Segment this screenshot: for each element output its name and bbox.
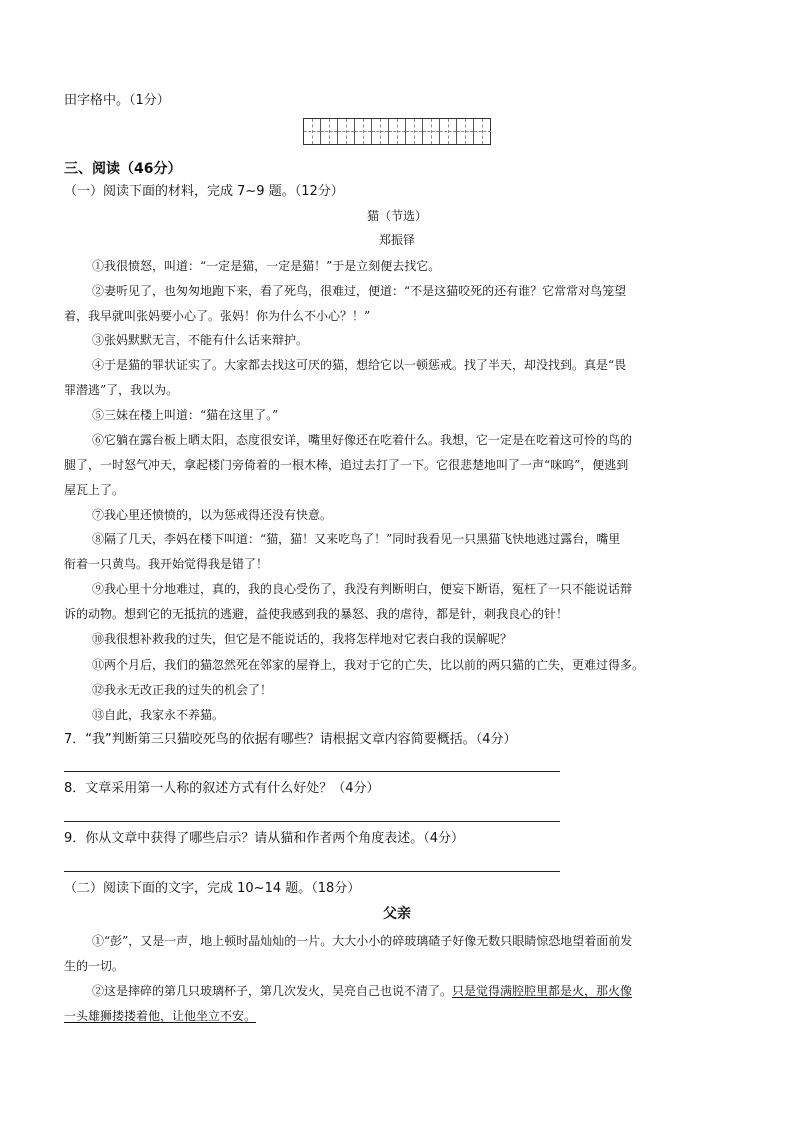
paragraph-line: ⑤三妹在楼上叫道：“猫在这里了。”	[92, 408, 279, 422]
part1-instruction: （一）阅读下面的材料，完成 7~9 题。（12分）	[64, 184, 344, 199]
grid-cell[interactable]	[423, 119, 440, 144]
paragraph-line: ⑩我很想补救我的过失，但它是不能说话的，我将怎样地对它表白我的误解呢？	[92, 632, 513, 646]
article2-title: 父亲	[383, 906, 411, 922]
paragraph-line	[92, 983, 632, 999]
grid-cell[interactable]	[406, 119, 423, 144]
paragraph-line: 诉的动物。想到它的无抵抗的逃避，益使我感到我的暴怒、我的虐待，都是针，刺我良心的针！	[64, 607, 569, 621]
answer-line-9[interactable]	[64, 871, 560, 872]
section-title: 三、阅读（46分）	[64, 161, 182, 177]
grid-cell[interactable]	[474, 119, 491, 144]
paragraph-line: ⑫我永无改正我的过失的机会了！	[92, 683, 273, 697]
paragraph-line: ⑧隔了几天，李妈在楼下叫道：“猫，猫！又来吃鸟了！”同时我看见一只黑猫飞快地逃过露台，嘴里	[92, 532, 621, 546]
paragraph-line: ⑪两个月后，我们的猫忽然死在邻家的屋脊上，我对于它的亡失，比以前的两只猫的亡失，更难过得多。	[92, 658, 645, 672]
underlined-sentence: 一头雄狮搂搂着他，让他坐立不安。	[64, 1009, 257, 1023]
question-8: 8．文章采用第一人称的叙述方式有什么好处？（4分）	[64, 781, 380, 796]
paragraph-line: 生的一切。	[64, 959, 125, 973]
paragraph-line: ⑥它躺在露台板上晒太阳，态度很安详，嘴里好像还在吃着什么。我想，它一定是在吃着这可怜的鸟的	[92, 433, 633, 447]
article-author: 郑振铎	[378, 233, 415, 247]
grid-cell[interactable]	[321, 119, 338, 144]
grid-guide	[448, 119, 449, 144]
grid-cell[interactable]	[372, 119, 389, 144]
paragraph-line: ⑨我心里十分地难过，真的，我的良心受伤了，我没有判断明白，便妄下断语，冤枉了一只不能说话辩	[92, 582, 633, 596]
grid-cell[interactable]	[338, 119, 355, 144]
grid-guide	[431, 119, 432, 144]
paragraph-line: ②妻听见了，也匆匆地跑下来，看了死鸟，很难过，便道：“不是这猫咬死的还有谁？它常常对鸟笼望	[92, 284, 627, 298]
answer-line-8[interactable]	[64, 821, 560, 822]
grid-cell[interactable]	[457, 119, 474, 144]
paragraph-line	[64, 1008, 256, 1024]
grid-cell[interactable]	[440, 119, 457, 144]
paragraph-text: ②这是摔碎的第几只玻璃杯子，第几次发火，吴亮自己也说不清了。	[92, 984, 453, 998]
paragraph-line: ①“彭”，又是一声，地上顿时晶灿灿的一片。大大小小的碎玻璃碴子好像无数只眼睛惊恐地望着面前发	[92, 934, 633, 948]
paragraph-line: ⑦我心里还愤愤的，以为惩戒得还没有快意。	[92, 508, 333, 522]
article-title: 猫（节选）	[366, 209, 427, 223]
grid-guide	[414, 119, 415, 144]
paragraph-line: 罪潜逃”了，我以为。	[64, 383, 179, 397]
paragraph-line: ①我很愤怒，叫道：“一定是猫，一定是猫！”于是立刻便去找它。	[92, 259, 441, 273]
intro-line: 田字格中。（1分）	[64, 93, 170, 108]
paragraph-line: 衔着一只黄鸟。我开始觉得我是错了！	[64, 557, 269, 571]
grid-guide	[329, 119, 330, 144]
paragraph-line: 着，我早就叫张妈要小心了。张妈！你为什么不小心？！”	[64, 309, 371, 323]
grid-guide	[346, 119, 347, 144]
paragraph-line: 屋瓦上了。	[64, 483, 125, 497]
paragraph-line: 腿了，一时怒气冲天，拿起楼门旁倚着的一根木棒，追过去打了一下。它很悲楚地叫了一声“咪呜”，便逃到	[64, 458, 629, 472]
grid-guide	[312, 119, 313, 144]
underlined-sentence: 只是觉得满腔腔里都是火，那火像	[452, 984, 633, 998]
grid-guide	[397, 119, 398, 144]
question-9: 9．你从文章中获得了哪些启示？请从猫和作者两个角度表述。（4分）	[64, 831, 465, 846]
writing-grid[interactable]	[303, 118, 491, 145]
grid-guide	[363, 119, 364, 144]
grid-cell[interactable]	[355, 119, 372, 144]
grid-guide	[380, 119, 381, 144]
grid-cell[interactable]	[389, 119, 406, 144]
grid-cell[interactable]	[304, 119, 321, 144]
answer-line-7[interactable]	[64, 771, 560, 772]
paragraph-line: ④于是猫的罪状证实了。大家都去找这可厌的猫，想给它以一顿惩戒。找了半天，却没找到。真是“畏	[92, 358, 627, 372]
grid-guide	[465, 119, 466, 144]
question-7: 7．“我”判断第三只猫咬死鸟的依据有哪些？请根据文章内容简要概括。（4分）	[64, 732, 517, 747]
paragraph-line: ③张妈默默无言，不能有什么话来辩护。	[92, 333, 309, 347]
paragraph-line: ⑬自此，我家永不养猫。	[92, 708, 225, 722]
part2-instruction: （二）阅读下面的文字，完成 10~14 题。（18分）	[64, 881, 361, 896]
grid-guide	[482, 119, 483, 144]
